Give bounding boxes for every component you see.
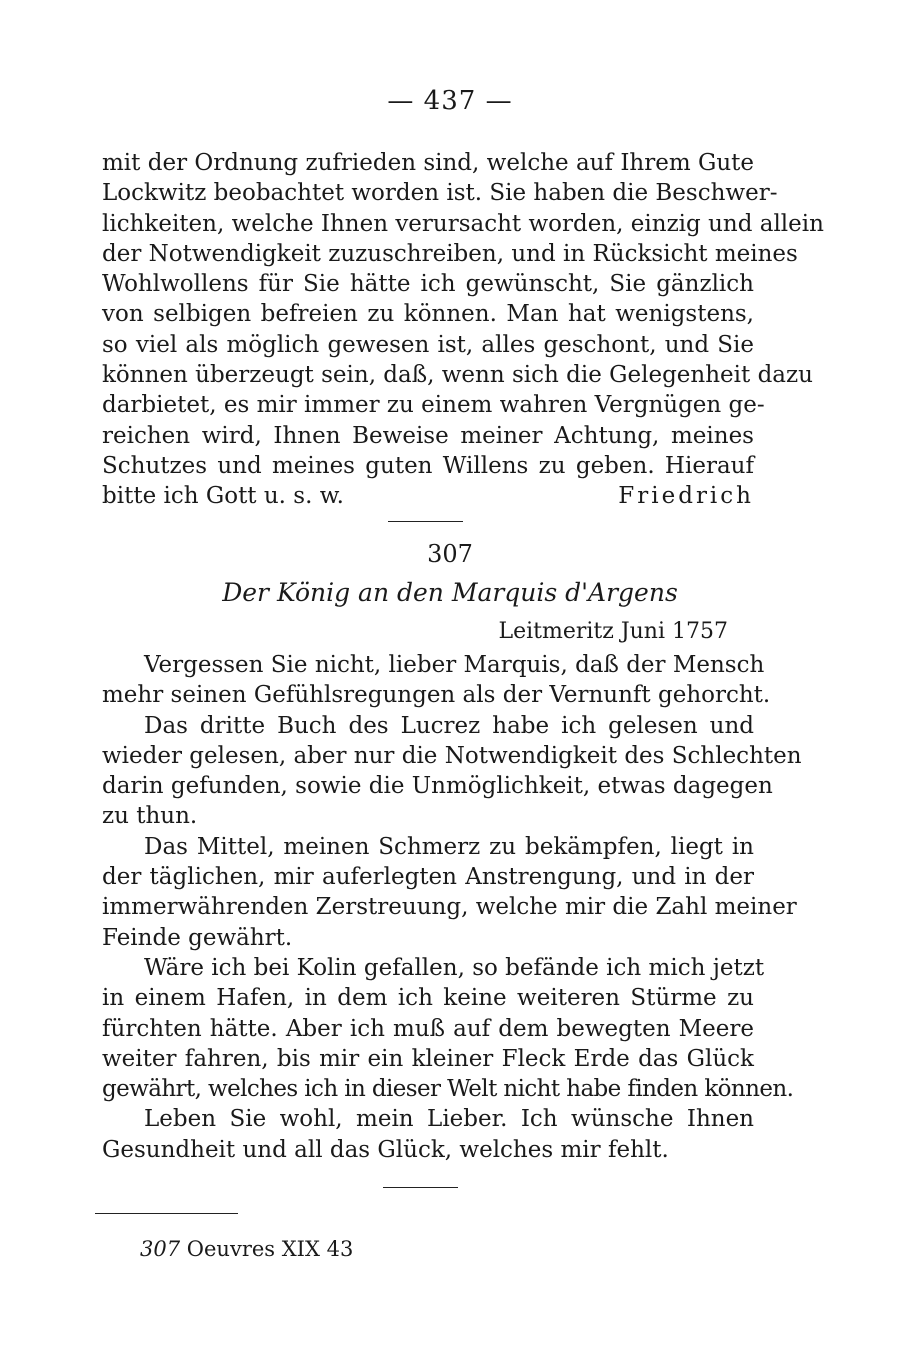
text-line: Lockwitz beobachtet worden ist. Sie haben die Beschwer-: [102, 180, 778, 207]
text-line: weiter fahren, bis mir ein kleiner Fleck Erde das Glück: [102, 1045, 754, 1072]
text-line: Feinde gewährt.: [102, 924, 293, 951]
section-divider: [388, 521, 463, 522]
letter-title: Der König an den Marquis d'Argens: [222, 578, 678, 607]
footnote-rule: [95, 1213, 238, 1214]
text-line: Das dritte Buch des Lucrez habe ich gelesen und: [144, 712, 754, 739]
text-line: fürchten hätte. Aber ich muß auf dem bewegten Meere: [102, 1015, 754, 1042]
text-line: Schutzes und meines guten Willens zu geben. Hierauf: [102, 452, 754, 479]
text-line: mehr seinen Gefühlsregungen als der Vernunft gehorcht.: [102, 682, 771, 709]
text-line: in einem Hafen, in dem ich keine weiteren Stürme zu: [102, 985, 754, 1012]
previous-letter-ending: [102, 148, 824, 512]
text-line: können überzeugt sein, daß, wenn sich die Gelegenheit dazu: [102, 362, 813, 389]
signature: Friedrich: [618, 483, 754, 510]
text-line: Das Mittel, meinen Schmerz zu bekämpfen, liegt in: [144, 833, 754, 860]
text-line: der täglichen, mir auferlegten Anstrengung, und in der: [102, 864, 754, 891]
footnote-text: Oeuvres XIX 43: [186, 1237, 354, 1261]
text-line: Leben Sie wohl, mein Lieber. Ich wünsche Ihnen: [144, 1106, 754, 1133]
text-line: darbietet, es mir immer zu einem wahren Vergnügen ge-: [102, 392, 765, 419]
text-line: reichen wird, Ihnen Beweise meiner Achtung, meines: [102, 422, 754, 449]
text-line: so viel als möglich gewesen ist, alles geschont, und Sie: [102, 331, 754, 358]
paragraph: [102, 650, 771, 711]
closing-line: [102, 481, 754, 511]
paragraph: [102, 953, 794, 1104]
text-line: darin gefunden, sowie die Unmöglichkeit, etwas dagegen: [102, 773, 773, 800]
text-line: lichkeiten, welche Ihnen verursacht worden, einzig und allein: [102, 210, 824, 237]
paragraph: [102, 711, 802, 832]
letter-body: [102, 650, 802, 1165]
closing-formula: bitte ich Gott u. s. w.: [102, 483, 344, 510]
letter-number: 307: [427, 540, 473, 568]
text-line: der Notwendigkeit zuzuschreiben, und in Rücksicht meines: [102, 240, 798, 267]
paragraph: [102, 832, 797, 953]
text-line: mit der Ordnung zufrieden sind, welche auf Ihrem Gute: [102, 150, 754, 176]
section-divider: [383, 1187, 458, 1188]
text-line: Wäre ich bei Kolin gefallen, so befände ich mich jetzt: [144, 954, 765, 981]
text-line: von selbigen befreien zu können. Man hat wenigstens,: [102, 301, 754, 328]
footnote: [140, 1237, 353, 1261]
text-line: Vergessen Sie nicht, lieber Marquis, daß der Mensch: [144, 652, 765, 678]
text-line: Gesundheit und all das Glück, welches mir fehlt.: [102, 1136, 669, 1163]
footnote-number: 307: [140, 1237, 181, 1261]
text-line: gewährt, welches ich in dieser Welt nicht habe finden können.: [102, 1076, 794, 1103]
paragraph: [102, 1104, 754, 1165]
text-line: immerwährenden Zerstreuung, welche mir die Zahl meiner: [102, 894, 797, 921]
page-number: — 437 —: [387, 86, 513, 116]
text-line: zu thun.: [102, 803, 198, 830]
text-line: wieder gelesen, aber nur die Notwendigkeit des Schlechten: [102, 742, 802, 769]
text-line: Wohlwollens für Sie hätte ich gewünscht, Sie gänzlich: [102, 271, 754, 298]
letter-place-date: Leitmeritz Juni 1757: [498, 619, 728, 644]
